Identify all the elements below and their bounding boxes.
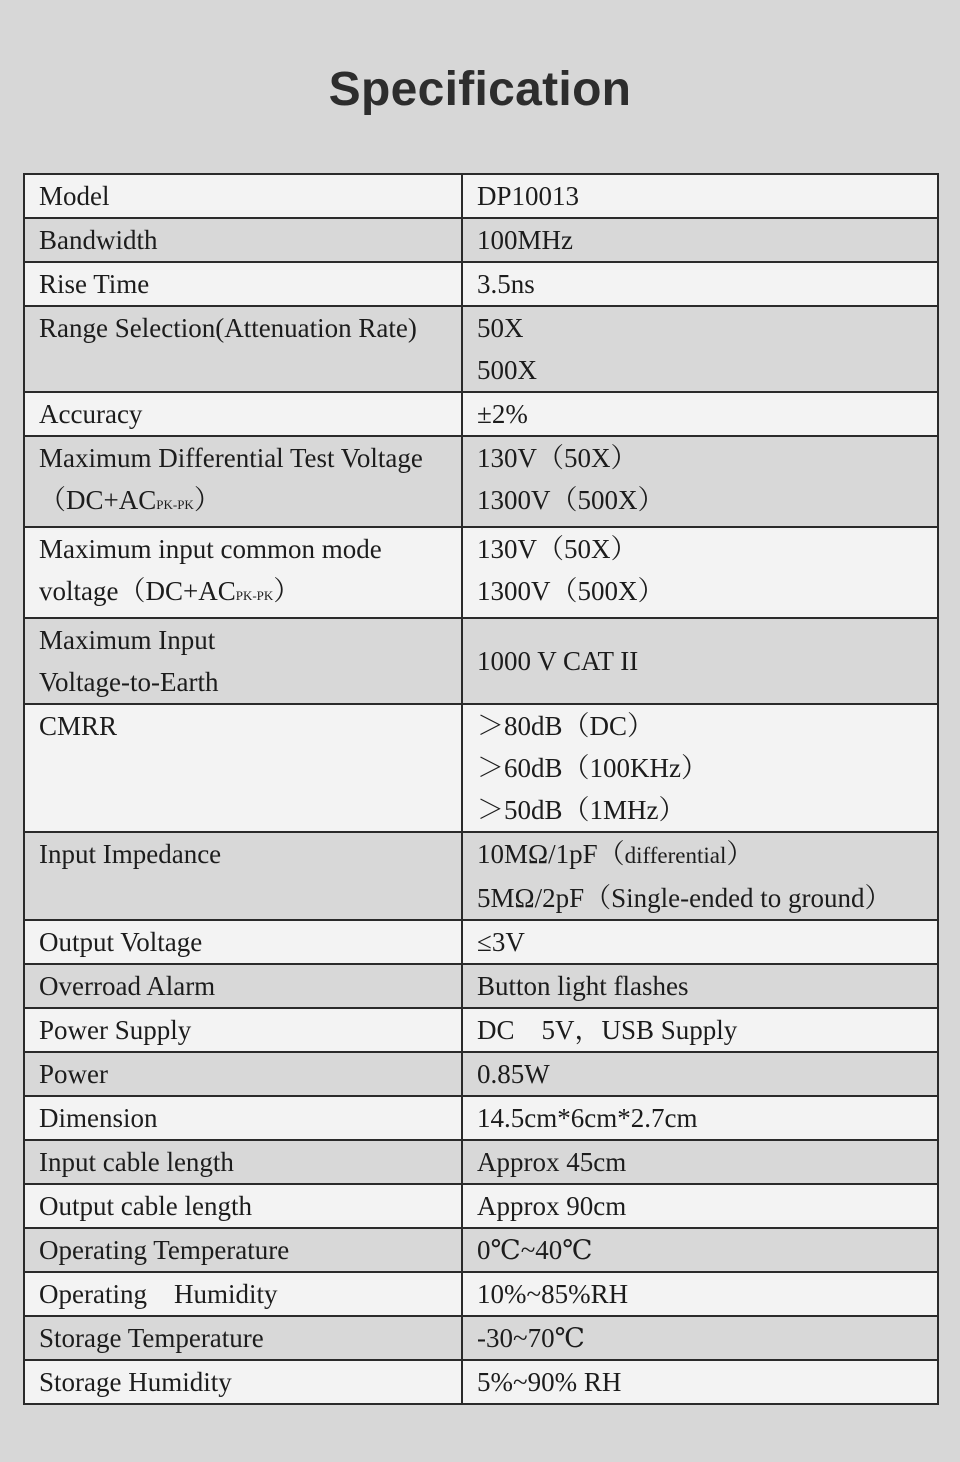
spec-label-line: Maximum Input bbox=[39, 625, 216, 655]
spec-value: 14.5cm*6cm*2.7cm bbox=[462, 1096, 938, 1140]
spec-value-line: 1300V（500X） bbox=[477, 576, 665, 606]
spec-value-line: 10MΩ/1pF（differential） bbox=[477, 839, 754, 869]
spec-label: Input cable length bbox=[24, 1140, 462, 1184]
spec-value bbox=[462, 832, 938, 920]
table-row bbox=[24, 1184, 938, 1228]
table-row bbox=[24, 1052, 938, 1096]
spec-label: Rise Time bbox=[24, 262, 462, 306]
spec-value: 3.5ns bbox=[462, 262, 938, 306]
table-row bbox=[24, 1360, 938, 1404]
spec-value: Approx 90cm bbox=[462, 1184, 938, 1228]
spec-label: Storage Humidity bbox=[24, 1360, 462, 1404]
spec-label-line: （DC+ACPK-PK） bbox=[39, 485, 221, 515]
table-row bbox=[24, 832, 938, 920]
spec-value-line: ＞50dB（1MHz） bbox=[477, 795, 686, 825]
subscript: PK-PK bbox=[156, 497, 194, 512]
spec-label bbox=[24, 436, 462, 527]
spec-value: ±2% bbox=[462, 392, 938, 436]
table-row bbox=[24, 964, 938, 1008]
spec-value: 10%~85%RH bbox=[462, 1272, 938, 1316]
spec-value: Approx 45cm bbox=[462, 1140, 938, 1184]
spec-value: 100MHz bbox=[462, 218, 938, 262]
spec-label: Bandwidth bbox=[24, 218, 462, 262]
spec-label: Storage Temperature bbox=[24, 1316, 462, 1360]
table-row bbox=[24, 1316, 938, 1360]
spec-value-line: 130V（50X） bbox=[477, 534, 638, 564]
table-row bbox=[24, 920, 938, 964]
table-row bbox=[24, 1228, 938, 1272]
subscript: PK-PK bbox=[235, 588, 274, 603]
table-row bbox=[24, 527, 938, 618]
table-row bbox=[24, 704, 938, 832]
spec-label: Input Impedance bbox=[24, 832, 462, 920]
table-row bbox=[24, 174, 938, 218]
spec-value-line: ＞80dB（DC） bbox=[477, 711, 655, 741]
spec-value-line: 130V（50X） bbox=[477, 443, 638, 473]
spec-value: DC 5V，USB Supply bbox=[462, 1008, 938, 1052]
page-title: Specification bbox=[328, 63, 632, 116]
spec-value-line: 50X bbox=[477, 313, 524, 343]
spec-value bbox=[462, 306, 938, 392]
spec-label: Operating Humidity bbox=[24, 1272, 462, 1316]
spec-value: 0.85W bbox=[462, 1052, 938, 1096]
spec-label: Accuracy bbox=[24, 392, 462, 436]
spec-label: CMRR bbox=[24, 704, 462, 832]
spec-label: Output Voltage bbox=[24, 920, 462, 964]
table-row bbox=[24, 306, 938, 392]
spec-value: ≤3V bbox=[462, 920, 938, 964]
table-row bbox=[24, 618, 938, 704]
table-row bbox=[24, 1096, 938, 1140]
spec-label: Model bbox=[24, 174, 462, 218]
spec-value-line: 500X bbox=[477, 355, 537, 385]
spec-value bbox=[462, 436, 938, 527]
spec-value bbox=[462, 704, 938, 832]
spec-value: 0℃~40℃ bbox=[462, 1228, 938, 1272]
spec-label: Output cable length bbox=[24, 1184, 462, 1228]
table-row bbox=[24, 392, 938, 436]
spec-label: Range Selection(Attenuation Rate) bbox=[24, 306, 462, 392]
spec-label-line: Voltage-to-Earth bbox=[39, 667, 219, 697]
spec-value-line: ＞60dB（100KHz） bbox=[477, 753, 708, 783]
spec-label: Dimension bbox=[24, 1096, 462, 1140]
spec-value: Button light flashes bbox=[462, 964, 938, 1008]
specification-table bbox=[23, 173, 939, 1405]
spec-value: 5%~90% RH bbox=[462, 1360, 938, 1404]
spec-value bbox=[462, 527, 938, 618]
spec-label: Overroad Alarm bbox=[24, 964, 462, 1008]
spec-value-line: 5MΩ/2pF（Single-ended to ground） bbox=[477, 883, 892, 913]
table-row bbox=[24, 1008, 938, 1052]
spec-label-line: Maximum input common mode bbox=[39, 534, 382, 564]
table-row bbox=[24, 1272, 938, 1316]
spec-label: Power Supply bbox=[24, 1008, 462, 1052]
spec-value: -30~70℃ bbox=[462, 1316, 938, 1360]
table-row bbox=[24, 436, 938, 527]
spec-label: Power bbox=[24, 1052, 462, 1096]
spec-value-line: 1300V（500X） bbox=[477, 485, 665, 515]
spec-label: Operating Temperature bbox=[24, 1228, 462, 1272]
spec-label-line: Maximum Differential Test Voltage bbox=[39, 443, 423, 473]
spec-label-line: voltage（DC+ACPK-PK） bbox=[39, 576, 301, 606]
spec-value: DP10013 bbox=[462, 174, 938, 218]
table-row bbox=[24, 262, 938, 306]
table-row bbox=[24, 1140, 938, 1184]
spec-value: 1000 V CAT II bbox=[462, 618, 938, 704]
spec-label bbox=[24, 527, 462, 618]
spec-label bbox=[24, 618, 462, 704]
table-row bbox=[24, 218, 938, 262]
